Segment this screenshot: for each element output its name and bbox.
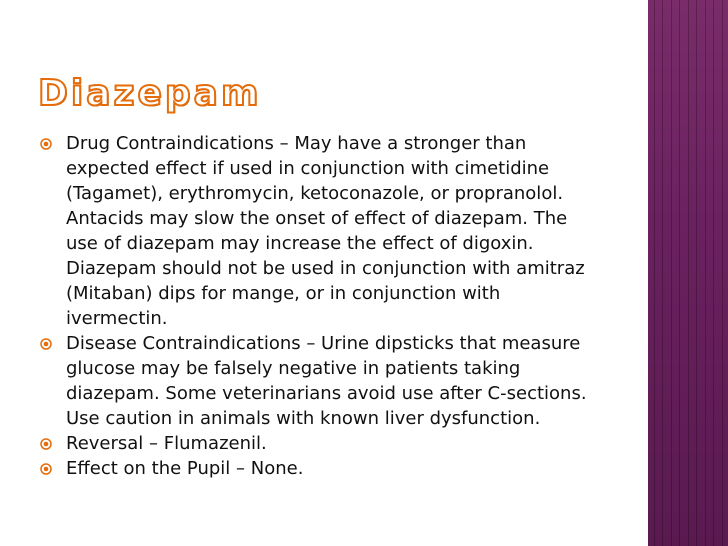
circled-dot-bullet-icon bbox=[40, 138, 52, 150]
bullet-item-effect-on-pupil bbox=[40, 456, 600, 481]
decorative-side-band bbox=[648, 0, 728, 546]
circled-dot-bullet-icon bbox=[40, 463, 52, 475]
bullet-text: Disease Contraindications – Urine dipsticks that measure glucose may be falsely negative in patients taking diazepam. Some veterinarians avoid use after C-sections. Use caution in animals with known liver dysfunction. bbox=[66, 333, 587, 429]
bullet-item-disease-contraindications bbox=[40, 331, 600, 431]
bullet-text: Reversal – Flumazenil. bbox=[66, 433, 267, 454]
bullet-text: Drug Contraindications – May have a stronger than expected effect if used in conjunction with cimetidine (Tagamet), erythromycin, ketoconazole, or propranolol. Antacids may slow the onset of effect of diazepam. The use of diazepam may increase the effect of digoxin. Diazepam should not be used in conjunction with amitraz (Mitaban) dips for mange, or in conjunction with ivermectin. bbox=[66, 133, 585, 329]
circled-dot-bullet-icon bbox=[40, 438, 52, 450]
bullet-text: Effect on the Pupil – None. bbox=[66, 458, 304, 479]
bullet-item-drug-contraindications bbox=[40, 131, 600, 331]
circled-dot-bullet-icon bbox=[40, 338, 52, 350]
slide-title: Diazepam bbox=[38, 73, 262, 114]
bullet-item-reversal bbox=[40, 431, 600, 456]
bullet-list bbox=[40, 131, 600, 481]
